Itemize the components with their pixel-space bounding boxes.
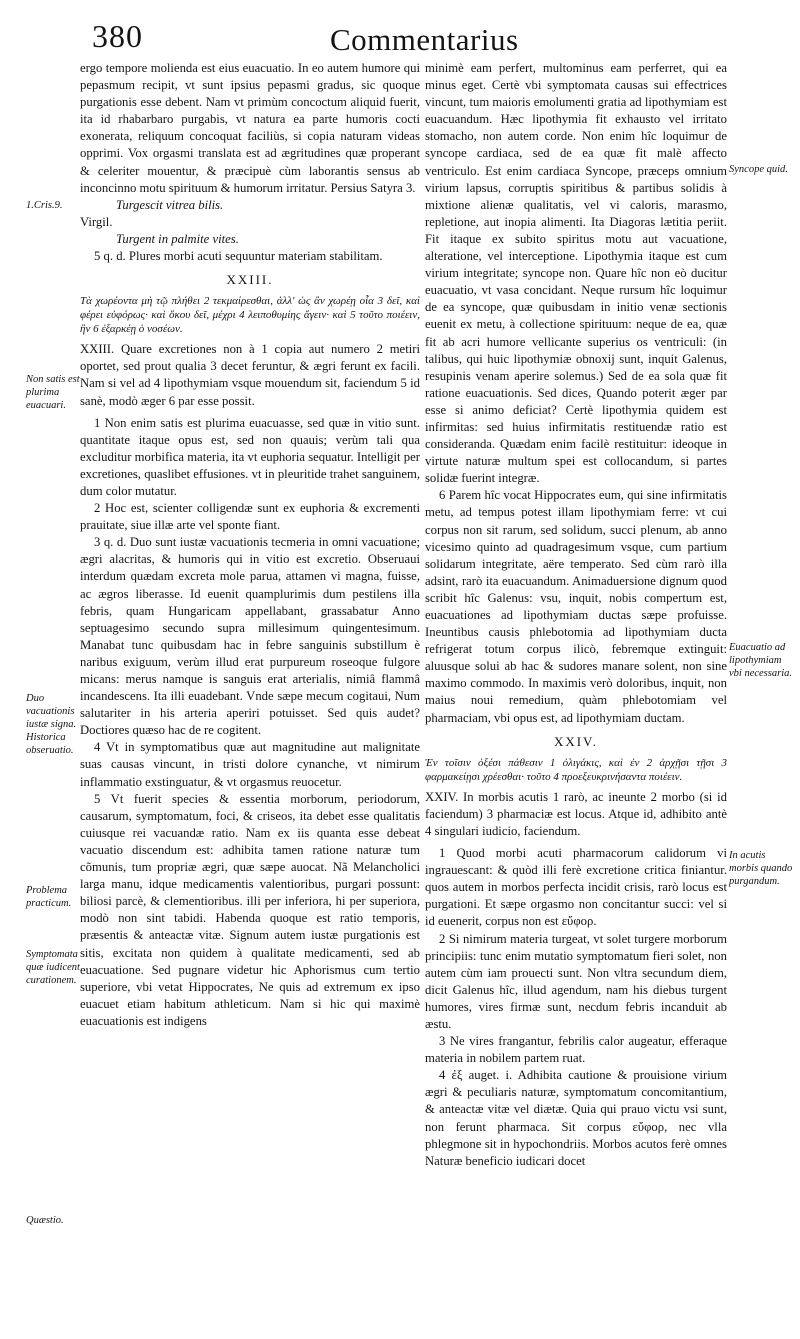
margin-note-left: Non satis est plurima euacuari.: [26, 374, 80, 411]
section-number: XXIV.: [553, 733, 599, 749]
paragraph: Virgil.: [80, 214, 113, 229]
margin-note-left: Symptomata quæ iudicent curationem.: [26, 949, 80, 986]
left-column: [80, 60, 420, 1030]
paragraph: 5 q. d. Plures morbi acuti sequuntur materiam stabilitam.: [94, 249, 383, 264]
paragraph: 6 Parem hîc vocat Hippocrates eum, qui sine infirmitatis metu, ad tempus potest illam lipothymiam ferre: vt cui corpus non sit rarum, sed solidum, succi plenum, ab anno vicesimo quinto ad quadragesimum vsque, cum partium solidarum integritate, aëre temperato. Sed cùm rarò illa adsint, rarò ita euacuandum. Animaduersione dignum quod scribit hîc Galenus: vsu, inquit, nobis compertum est, euacuationes ad lipothymiam ductas sæpe profuisse. Ineuntibus causis phlebotomia ad lipothymiam ducta refrigerat totum corpus ilicò, febremque extinguit: aluusque solui ab hac & sudores manare solent, non sine maximo commodo. In maximis verò doloribus, inquit, non maius noui remedium, quàm phlebotomiam vel pharmaciam, vbi opus est, ad lipothymiam ductam.: [425, 488, 727, 725]
paragraph: 5 Vt fuerit species & essentia morborum, periodorum, causarum, symptomatum, foci, & criseos, ita debet esse qualitatis cuiusque rei vacuandæ ratio. Nam ex iis quanta esse debeat vacuatio discendum est: adhibita tamen ratione naturæ tum cõmunis, tum propriæ ægri, quæ sæpe auocat. Nã Melancholici larga manu, idque medicamentis valentioribus, purgari possunt: biliosi parcè, & clementioribus. illi per inferiora, hi per superiora, modò non sint tabidi. Habenda quoque est ratio temporis, præsentis & anteactæ vitæ. Signum autem iustæ purgationis est sitis, excitata non quidem à qualitate medicamenti, sed ab euacuatione. Sed pugnare videtur hic Aphorismus cum tertio superiore, vbi vetat Hippocrates, Ne quis ad extremum ex ipso euacuet etiam habitum athleticum. Nam si hic qui maximè euacuationis est indigens: [80, 791, 420, 1028]
paragraph: XXIII. Quare excretiones non à 1 copia aut numero 2 metiri oportet, sed prout qualia 3 decet feruntur, & ægri ferunt ex facili. Nam si vel ad 4 lipothymiam vsque mouendum sit, faciendum 5 id sanè, modò æger 6 par esse possit.: [80, 342, 420, 408]
section-number: XXIII.: [226, 272, 274, 288]
paragraph: 3 Ne vires frangantur, febrilis calor augeatur, efferaque materia in nobilem partem ruat.: [425, 1034, 727, 1066]
page-number: 380: [92, 18, 143, 54]
margin-note-right: Syncope quid.: [729, 164, 788, 175]
paragraph: XXIV. In morbis acutis 1 rarò, ac ineunte 2 morbo (si id faciendum) 3 pharmaciæ est locus. Atque id, adhibito antè 4 singulari iudicio, faciendum.: [425, 789, 727, 838]
paragraph: minimè eam perfert, multominus eam perferret, qui ea minus eget. Certè vbi symptomata causas sui effectrices vincunt, tum maioris emolumenti gratia ad lipothymiam est euacuandum. Hæc lipothymia fit exhausto vel irritato stomacho, non autem corde. Non enim hîc loquimur de syncope cardiaca, sed de ea quæ fit malè affecto ventriculo. Est enim cardiaca Syncope, præceps omnium virium lapsus, corruptis spiritibus & partibus solidis à mixtione alienæ qualitatis, vel vi caloris, marasmo, repletione, aut inopia alimenti. Ita Diagoras lætitia periit. Fit itaque ex subito spiritus motu aut vacuatione, alteratione, vel interceptione. Lipothymia itaque est cum virium integritate; syncope non. Quare hîc non eò ducitur euacuatio, vt vasa concidant. Neque rursum hîc loquimur de ea syncope, quæ quibusdam in initio venæ sectionis euenit ex metu, à collectione spirituum: neque de ea, quæ fit ab acri humore vellicante superius os ventriculi: (in talibus, qui huic lipothymiæ obnoxij sunt, inquit Galenus, resupinis venam aperire solemus.) Sed de ea sola quæ fit ratione euacuationis. Sed dices, Quando poterit æger par esse si animo deficiat? Certè lipothymia quidem est infirmitas: sed huius infirmitatis restituendæ ratio est consideranda. Quædam enim facilè restituitur: ideoque in virtute naturæ multum spei est collocandum, si partes solidæ fuerint integræ.: [425, 61, 727, 486]
running-title: Commentarius: [330, 22, 519, 57]
paragraph: 4 ἐξ auget. i. Adhibita cautione & prouisione virium ægri & peculiaris naturæ, symptomatum concomitantium, & anteactæ vitæ vel diætæ. Quia qui prauo victu vsi sunt, non ferunt pharmaca. Sit corpus εὔφορ, nec vlla phlegmone sit in hypochondriis. Morbos acutos ferè omnes Naturæ beneficio iudicari docet: [425, 1068, 727, 1168]
greek-aphorism: Τὰ χωρέοντα μὴ τῷ πλήθει 2 τεκμαίρεσθαι, ἀλλ' ὡς ἂν χωρέῃ οἷα 3 δεῖ, καὶ φέρει εὐφόρως· καὶ ὅκου δεῖ, μέχρι 4 λειποθυμίης ἄγειν· καὶ 5 τοῦτο ποιέειν, ἢν 6 ἐξαρκέῃ ὁ νοσέων.: [80, 295, 420, 336]
paragraph: ergo tempore molienda est eius euacuatio. In eo autem humore qui pepasmum recipit, vt sunt ipsius pepasmi gradus, sic quoque purgationis esse debent. Nam vt primùm concoctum aliquid fuerit, ita id rhabarbaro purgabis, vt natura ea parte humoris cocti exonerata, reliquum concoquat faciliùs, si copia naturam videas opprimi. Vox orgasmi translata est ad ægritudines quæ properant & celeriter mouentur, & præcipuè cùm laborantis sensus ab inconcinno motu spirituum & humorum irritatur. Persius Satyra 3.: [80, 61, 420, 195]
greek-aphorism: Ἐν τοῖσιν ὀξέσι πάθεσιν 1 ὀλιγάκις, καὶ ἐν 2 ἀρχῇσι τῇσι 3 φαρμακείῃσι χρέεσθαι· τοῦτο 4 προεξευκρινήσαντα ποιέειν.: [425, 756, 727, 783]
paragraph: 4 Vt in symptomatibus quæ aut magnitudine aut malignitate suas causas vincunt, in tristi dolore cynanche, vt nimirum inflammatio exstinguatur, & vt orgasmus reuocetur.: [80, 740, 420, 789]
paragraph: 1 Quod morbi acuti pharmacorum calidorum vi ingrauescant: & quòd illi ferè excretione critica finiantur. quos autem in morbos perfecta incidit crisis, rarò locus est purgationi. Et sæpe orgasmo non concitantur succi: vel si id euenerit, corpus non est εὔφορ.: [425, 846, 727, 929]
paragraph: 1 Non enim satis est plurima euacuasse, sed quæ in vitio sunt. quantitate itaque opus est, sed non quauis; verùm tali qua excluditur morbifica materia, ita vt euphoria sequatur. Intelligit per excretiones, quaslibet effusiones. vt in pleuritide trahet sanguinem, dum color mutatur.: [80, 415, 420, 498]
paragraph: 2 Hoc est, scienter colligendæ sunt ex euphoria & excrementi prauitate, siue illæ arte vel sponte fiant.: [80, 501, 420, 533]
verse-quote: Turgent in palmite vites.: [116, 231, 239, 246]
margin-note-left: Duo vacuationis iustæ signa. Historica obseruatio.: [26, 693, 77, 756]
paragraph: 3 q. d. Duo sunt iustæ vacuationis tecmeria in omni vacuatione; ægri alacritas, & humoris qui in vitio est excretio. Obseruaui interdum quædam excreta mole parua, attamen vi magna, fuisse, ac ægros liberasse. Id euenit quamplurimis dum pestilens illa febris, quam Hungaricam appellabant, grassabatur Anno septuagesimo secundo supra millesimum quingentesimum. Manabat tunc quibusdam hac in febre sanguinis substillum è naribus exiguum, verùm illud erat purpureum roseoque fulgore micans: merus namque is sanguis erat arterialis, nimiâ flammâ incandescens. Ita illi euadebant. Vnde sæpe mecum cogitaui, Num salutariter in his arteria aperiri potuisset. Sed quis audet? Doctiores quæso hac de re cogitent.: [80, 535, 420, 738]
margin-note-left: 1.Cris.9.: [26, 200, 63, 211]
right-column: [425, 60, 727, 1170]
verse-quote: Turgescit vitrea bilis.: [116, 197, 224, 212]
margin-note-right: In acutis morbis quando purgandum.: [729, 850, 793, 887]
margin-note-left: Problema practicum.: [26, 885, 72, 909]
margin-note-left: Quæstio.: [26, 1215, 64, 1226]
paragraph: 2 Si nimirum materia turgeat, vt solet turgere morborum principiis: tunc enim mutatio symptomatum fieri solet, non autem cùm iam prouecti sunt. Non vltra secundum diem, dicit Galenus hîc, illud agendum, nam his diebus turgent humores, vires firmæ sunt, necdum febris incanduit ab æstu.: [425, 931, 727, 1031]
margin-note-right: Euacuatio ad lipothymiam vbi necessaria.: [729, 642, 792, 679]
